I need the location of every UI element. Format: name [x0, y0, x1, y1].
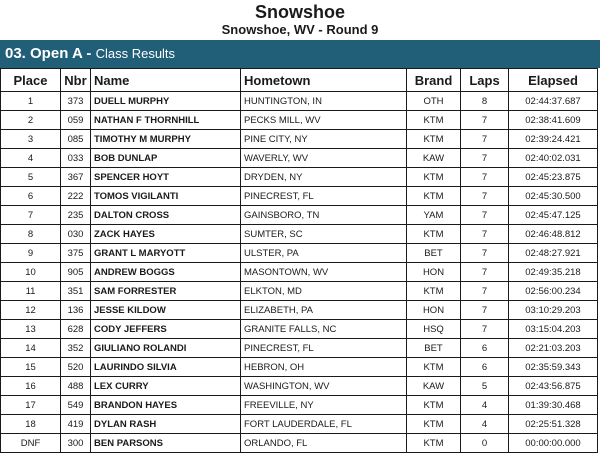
- column-header-name: Name: [91, 69, 241, 92]
- cell-nbr: 549: [61, 396, 91, 415]
- cell-brand: BET: [407, 244, 461, 263]
- cell-hometown: MASONTOWN, WV: [241, 263, 407, 282]
- table-row: [1, 149, 598, 168]
- cell-laps: 7: [461, 301, 509, 320]
- table-row: [1, 434, 598, 453]
- cell-elapsed: 03:10:29.203: [509, 301, 598, 320]
- cell-hometown: FREEVILLE, NY: [241, 396, 407, 415]
- cell-place: 15: [1, 358, 61, 377]
- cell-name: BRANDON HAYES: [91, 396, 241, 415]
- cell-name: CODY JEFFERS: [91, 320, 241, 339]
- cell-brand: KTM: [407, 415, 461, 434]
- column-header-laps: Laps: [461, 69, 509, 92]
- cell-brand: HON: [407, 301, 461, 320]
- cell-name: DALTON CROSS: [91, 206, 241, 225]
- cell-place: 10: [1, 263, 61, 282]
- cell-elapsed: 00:00:00.000: [509, 434, 598, 453]
- cell-name: BEN PARSONS: [91, 434, 241, 453]
- cell-elapsed: 02:46:48.812: [509, 225, 598, 244]
- cell-hometown: PINECREST, FL: [241, 339, 407, 358]
- cell-nbr: 628: [61, 320, 91, 339]
- cell-elapsed: 02:45:23.875: [509, 168, 598, 187]
- cell-place: 6: [1, 187, 61, 206]
- cell-hometown: HUNTINGTON, IN: [241, 92, 407, 111]
- cell-laps: 7: [461, 187, 509, 206]
- cell-brand: KTM: [407, 225, 461, 244]
- cell-hometown: PECKS MILL, WV: [241, 111, 407, 130]
- cell-elapsed: 02:48:27.921: [509, 244, 598, 263]
- cell-laps: 7: [461, 263, 509, 282]
- cell-brand: KTM: [407, 187, 461, 206]
- table-row: [1, 320, 598, 339]
- cell-place: 16: [1, 377, 61, 396]
- cell-elapsed: 02:25:51.328: [509, 415, 598, 434]
- cell-laps: 7: [461, 149, 509, 168]
- cell-nbr: 351: [61, 282, 91, 301]
- cell-brand: KAW: [407, 377, 461, 396]
- cell-brand: KTM: [407, 358, 461, 377]
- table-row: [1, 111, 598, 130]
- cell-laps: 7: [461, 130, 509, 149]
- cell-name: GIULIANO ROLANDI: [91, 339, 241, 358]
- cell-elapsed: 02:45:30.500: [509, 187, 598, 206]
- cell-place: 12: [1, 301, 61, 320]
- cell-brand: KTM: [407, 130, 461, 149]
- column-header-place: Place: [1, 69, 61, 92]
- cell-name: TOMOS VIGILANTI: [91, 187, 241, 206]
- cell-name: JESSE KILDOW: [91, 301, 241, 320]
- cell-place: 13: [1, 320, 61, 339]
- table-row: [1, 377, 598, 396]
- cell-name: SAM FORRESTER: [91, 282, 241, 301]
- cell-hometown: WAVERLY, WV: [241, 149, 407, 168]
- table-row: [1, 244, 598, 263]
- table-row: [1, 92, 598, 111]
- cell-place: 17: [1, 396, 61, 415]
- cell-brand: KTM: [407, 282, 461, 301]
- cell-elapsed: 02:44:37.687: [509, 92, 598, 111]
- cell-brand: KTM: [407, 168, 461, 187]
- cell-elapsed: 03:15:04.203: [509, 320, 598, 339]
- cell-laps: 4: [461, 415, 509, 434]
- table-row: [1, 358, 598, 377]
- cell-hometown: ORLANDO, FL: [241, 434, 407, 453]
- cell-elapsed: 02:43:56.875: [509, 377, 598, 396]
- cell-nbr: 419: [61, 415, 91, 434]
- cell-hometown: ELKTON, MD: [241, 282, 407, 301]
- column-header-hometown: Hometown: [241, 69, 407, 92]
- cell-nbr: 033: [61, 149, 91, 168]
- column-header-brand: Brand: [407, 69, 461, 92]
- cell-nbr: 373: [61, 92, 91, 111]
- cell-place: 7: [1, 206, 61, 225]
- cell-place: DNF: [1, 434, 61, 453]
- cell-hometown: PINE CITY, NY: [241, 130, 407, 149]
- cell-brand: OTH: [407, 92, 461, 111]
- cell-hometown: FORT LAUDERDALE, FL: [241, 415, 407, 434]
- cell-laps: 6: [461, 339, 509, 358]
- cell-laps: 7: [461, 168, 509, 187]
- cell-laps: 7: [461, 282, 509, 301]
- cell-place: 14: [1, 339, 61, 358]
- cell-brand: HSQ: [407, 320, 461, 339]
- cell-name: GRANT L MARYOTT: [91, 244, 241, 263]
- cell-nbr: 030: [61, 225, 91, 244]
- cell-laps: 7: [461, 320, 509, 339]
- cell-name: ANDREW BOGGS: [91, 263, 241, 282]
- cell-name: BOB DUNLAP: [91, 149, 241, 168]
- cell-name: DYLAN RASH: [91, 415, 241, 434]
- cell-name: LEX CURRY: [91, 377, 241, 396]
- results-header: [0, 0, 600, 40]
- cell-name: NATHAN F THORNHILL: [91, 111, 241, 130]
- cell-place: 1: [1, 92, 61, 111]
- cell-elapsed: 02:45:47.125: [509, 206, 598, 225]
- event-subtitle: Snowshoe, WV - Round 9: [221, 22, 379, 37]
- cell-nbr: 300: [61, 434, 91, 453]
- cell-place: 3: [1, 130, 61, 149]
- class-name: 03. Open A -: [5, 45, 96, 62]
- cell-laps: 7: [461, 244, 509, 263]
- cell-name: TIMOTHY M MURPHY: [91, 130, 241, 149]
- cell-laps: 7: [461, 225, 509, 244]
- table-row: [1, 282, 598, 301]
- cell-brand: BET: [407, 339, 461, 358]
- cell-place: 9: [1, 244, 61, 263]
- cell-nbr: 905: [61, 263, 91, 282]
- table-row: [1, 130, 598, 149]
- column-header-elapsed: Elapsed: [509, 69, 598, 92]
- cell-nbr: 085: [61, 130, 91, 149]
- cell-brand: KTM: [407, 396, 461, 415]
- class-bar: [0, 40, 600, 68]
- cell-hometown: PINECREST, FL: [241, 187, 407, 206]
- cell-elapsed: 02:56:00.234: [509, 282, 598, 301]
- table-row: [1, 339, 598, 358]
- cell-nbr: 222: [61, 187, 91, 206]
- cell-place: 8: [1, 225, 61, 244]
- cell-elapsed: 02:40:02.031: [509, 149, 598, 168]
- cell-elapsed: 02:38:41.609: [509, 111, 598, 130]
- cell-brand: YAM: [407, 206, 461, 225]
- cell-brand: KTM: [407, 111, 461, 130]
- cell-nbr: 136: [61, 301, 91, 320]
- cell-nbr: 488: [61, 377, 91, 396]
- cell-hometown: GAINSBORO, TN: [241, 206, 407, 225]
- cell-name: LAURINDO SILVIA: [91, 358, 241, 377]
- cell-brand: HON: [407, 263, 461, 282]
- cell-laps: 7: [461, 206, 509, 225]
- table-row: [1, 225, 598, 244]
- cell-name: ZACK HAYES: [91, 225, 241, 244]
- cell-brand: KAW: [407, 149, 461, 168]
- column-header-nbr: Nbr: [61, 69, 91, 92]
- cell-hometown: WASHINGTON, WV: [241, 377, 407, 396]
- cell-laps: 5: [461, 377, 509, 396]
- cell-hometown: HEBRON, OH: [241, 358, 407, 377]
- cell-hometown: ULSTER, PA: [241, 244, 407, 263]
- cell-elapsed: 02:21:03.203: [509, 339, 598, 358]
- results-table: [0, 68, 598, 453]
- cell-nbr: 059: [61, 111, 91, 130]
- cell-brand: KTM: [407, 434, 461, 453]
- cell-elapsed: 02:35:59.343: [509, 358, 598, 377]
- table-row: [1, 396, 598, 415]
- cell-laps: 4: [461, 396, 509, 415]
- cell-nbr: 375: [61, 244, 91, 263]
- cell-place: 18: [1, 415, 61, 434]
- cell-name: SPENCER HOYT: [91, 168, 241, 187]
- cell-nbr: 367: [61, 168, 91, 187]
- table-header-row: [1, 69, 598, 92]
- cell-laps: 0: [461, 434, 509, 453]
- cell-hometown: GRANITE FALLS, NC: [241, 320, 407, 339]
- cell-nbr: 235: [61, 206, 91, 225]
- cell-elapsed: 02:39:24.421: [509, 130, 598, 149]
- table-row: [1, 206, 598, 225]
- cell-laps: 6: [461, 358, 509, 377]
- cell-nbr: 520: [61, 358, 91, 377]
- cell-laps: 7: [461, 111, 509, 130]
- cell-hometown: SUMTER, SC: [241, 225, 407, 244]
- class-results-label: Class Results: [95, 46, 176, 61]
- event-title: Snowshoe: [254, 2, 345, 22]
- table-row: [1, 263, 598, 282]
- table-row: [1, 168, 598, 187]
- cell-place: 11: [1, 282, 61, 301]
- cell-place: 4: [1, 149, 61, 168]
- table-row: [1, 415, 598, 434]
- cell-elapsed: 01:39:30.468: [509, 396, 598, 415]
- table-row: [1, 301, 598, 320]
- cell-hometown: DRYDEN, NY: [241, 168, 407, 187]
- cell-nbr: 352: [61, 339, 91, 358]
- table-row: [1, 187, 598, 206]
- cell-laps: 8: [461, 92, 509, 111]
- cell-place: 2: [1, 111, 61, 130]
- cell-elapsed: 02:49:35.218: [509, 263, 598, 282]
- cell-place: 5: [1, 168, 61, 187]
- cell-hometown: ELIZABETH, PA: [241, 301, 407, 320]
- cell-name: DUELL MURPHY: [91, 92, 241, 111]
